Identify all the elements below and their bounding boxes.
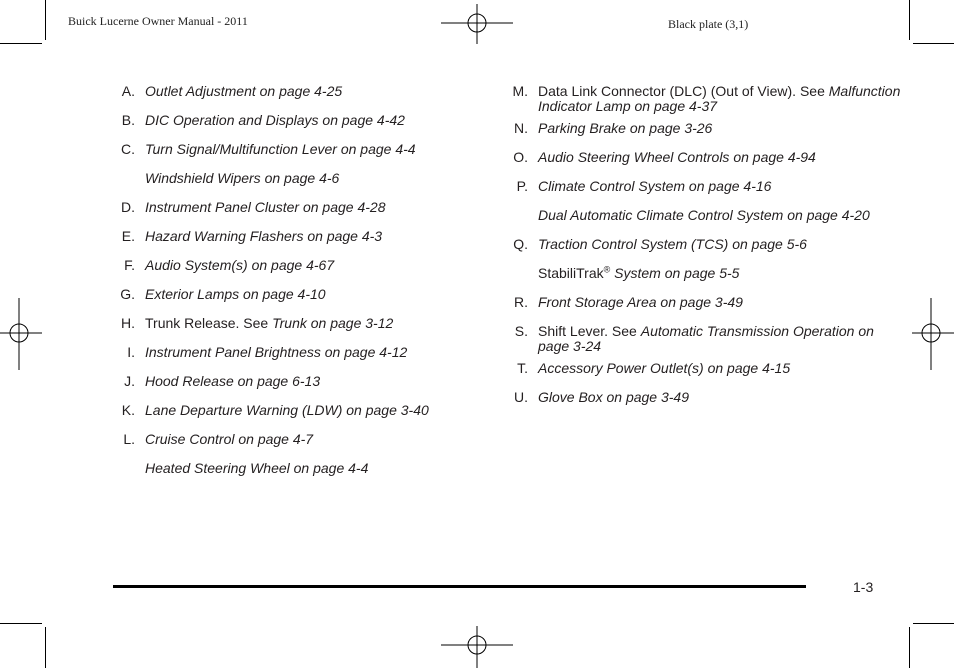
entry-text (538, 179, 905, 194)
list-item (112, 461, 492, 483)
list-item (505, 390, 905, 412)
callout-letter: G. (120, 286, 135, 302)
list-item (112, 84, 492, 106)
crop-mark (913, 43, 954, 44)
callout-letter: M. (512, 83, 528, 99)
page-reference-link[interactable]: DIC Operation and Displays on page 4-42 (145, 112, 405, 128)
crop-mark (909, 627, 910, 668)
callout-letter: E. (121, 228, 135, 244)
entry-text (145, 403, 492, 418)
entry-text (538, 121, 905, 136)
callout-letter: B. (121, 112, 135, 128)
page-reference-link[interactable]: Lane Departure Warning (LDW) on page 3-40 (145, 402, 429, 418)
page-reference-link[interactable]: Front Storage Area on page 3-49 (538, 294, 743, 310)
page-reference-link[interactable]: Instrument Panel Brightness on page 4-12 (145, 344, 408, 360)
callout-letter: Q. (513, 236, 528, 252)
callout-letter: N. (514, 120, 528, 136)
entry-text (145, 461, 492, 476)
page-reference-link[interactable]: Accessory Power Outlet(s) on page 4-15 (538, 360, 791, 376)
callout-letter: H. (121, 315, 135, 331)
list-item (112, 258, 492, 280)
list-item (112, 113, 492, 135)
entry-text (538, 324, 905, 354)
list-item (505, 179, 905, 201)
callout-letter: L. (123, 431, 135, 447)
list-item (505, 266, 905, 288)
crop-mark (0, 623, 42, 624)
page-reference-link[interactable]: Hood Release on page 6-13 (145, 373, 321, 389)
entry-text (145, 316, 492, 331)
list-item (112, 403, 492, 425)
page-reference-link[interactable]: Outlet Adjustment on page 4-25 (145, 83, 343, 99)
callout-letter: O. (513, 149, 528, 165)
footer-rule (113, 585, 806, 588)
entry-text (145, 200, 492, 215)
registration-mark-icon (0, 298, 42, 370)
callout-letter: S. (514, 323, 528, 339)
callout-list-right (505, 84, 905, 419)
running-header-title: Buick Lucerne Owner Manual - 2011 (68, 14, 248, 28)
page-reference-link[interactable]: Audio Steering Wheel Controls on page 4-94 (538, 149, 816, 165)
page-reference-link[interactable]: Automatic Transmission Operation on page 3-24 (538, 323, 874, 354)
page-reference-link[interactable]: Malfunction Indicator Lamp on page 4-37 (538, 83, 901, 114)
page-number: 1-3 (853, 579, 874, 595)
entry-text (145, 374, 492, 389)
page-reference-link[interactable]: Parking Brake on page 3-26 (538, 120, 713, 136)
entry-text (145, 229, 492, 244)
page-reference-link[interactable]: Hazard Warning Flashers on page 4-3 (145, 228, 383, 244)
crop-mark (45, 627, 46, 668)
page-reference-link[interactable]: Audio System(s) on page 4-67 (145, 257, 335, 273)
list-item (112, 287, 492, 309)
page-reference-link[interactable]: Dual Automatic Climate Control System on page 4-20 (538, 207, 870, 223)
page-reference-link[interactable]: Instrument Panel Cluster on page 4-28 (145, 199, 386, 215)
callout-letter: P. (516, 178, 528, 194)
list-item (505, 295, 905, 317)
callout-letter: C. (121, 141, 135, 157)
entry-text (145, 287, 492, 302)
entry-text (145, 258, 492, 273)
list-item (112, 171, 492, 193)
page-reference-link[interactable]: StabiliTrak® System on page 5-5 (538, 264, 740, 281)
entry-text (538, 84, 905, 114)
page-reference-link[interactable]: Glove Box on page 3-49 (538, 389, 689, 405)
entry-text (145, 171, 492, 186)
page-reference-link[interactable]: Turn Signal/Multifunction Lever on page 4-4 (145, 141, 416, 157)
list-item (112, 200, 492, 222)
entry-text (538, 150, 905, 165)
list-item (505, 324, 905, 354)
page-reference-link[interactable]: Traction Control System (TCS) on page 5-6 (538, 236, 807, 252)
entry-text (538, 390, 905, 405)
list-item (112, 142, 492, 164)
page-reference-link[interactable]: Cruise Control on page 4-7 (145, 431, 314, 447)
callout-letter: I. (127, 344, 135, 360)
entry-text (538, 208, 905, 223)
entry-plain-text: Data Link Connector (DLC) (Out of View). See (538, 83, 829, 99)
callout-letter: J. (124, 373, 135, 389)
callout-letter: R. (514, 294, 528, 310)
crop-mark (913, 623, 954, 624)
entry-text (538, 361, 905, 376)
list-item (112, 316, 492, 338)
entry-text (145, 432, 492, 447)
entry-text (145, 142, 492, 157)
callout-letter: D. (121, 199, 135, 215)
page-reference-link[interactable]: Climate Control System on page 4-16 (538, 178, 772, 194)
page-reference-link[interactable]: Heated Steering Wheel on page 4-4 (145, 460, 369, 476)
list-item (112, 229, 492, 251)
list-item (112, 345, 492, 367)
callout-letter: T. (517, 360, 528, 376)
plate-label: Black plate (3,1) (668, 17, 749, 31)
entry-text (538, 237, 905, 252)
registration-mark-icon (441, 626, 513, 668)
list-item (505, 84, 905, 114)
entry-text (145, 345, 492, 360)
crop-mark (45, 0, 46, 40)
list-item (505, 237, 905, 259)
list-item (112, 432, 492, 454)
entry-text (145, 113, 492, 128)
crop-mark (909, 0, 910, 40)
entry-text (538, 266, 905, 281)
callout-letter: K. (121, 402, 135, 418)
page-reference-link[interactable]: Trunk on page 3-12 (272, 315, 394, 331)
callout-letter: A. (121, 83, 135, 99)
callout-letter: F. (124, 257, 135, 273)
list-item (112, 374, 492, 396)
list-item (505, 208, 905, 230)
registration-mark-icon (441, 4, 513, 44)
page-reference-link[interactable]: Exterior Lamps on page 4-10 (145, 286, 326, 302)
list-item (505, 121, 905, 143)
entry-plain-text: Trunk Release. See (145, 315, 273, 331)
list-item (505, 361, 905, 383)
callout-letter: U. (514, 389, 528, 405)
entry-text (538, 295, 905, 310)
entry-plain-text: Shift Lever. See (538, 323, 641, 339)
page-reference-link[interactable]: Windshield Wipers on page 4-6 (145, 170, 340, 186)
registration-mark-icon (912, 298, 954, 370)
entry-text (145, 84, 492, 99)
list-item (505, 150, 905, 172)
crop-mark (0, 43, 42, 44)
callout-list-left (112, 84, 492, 490)
